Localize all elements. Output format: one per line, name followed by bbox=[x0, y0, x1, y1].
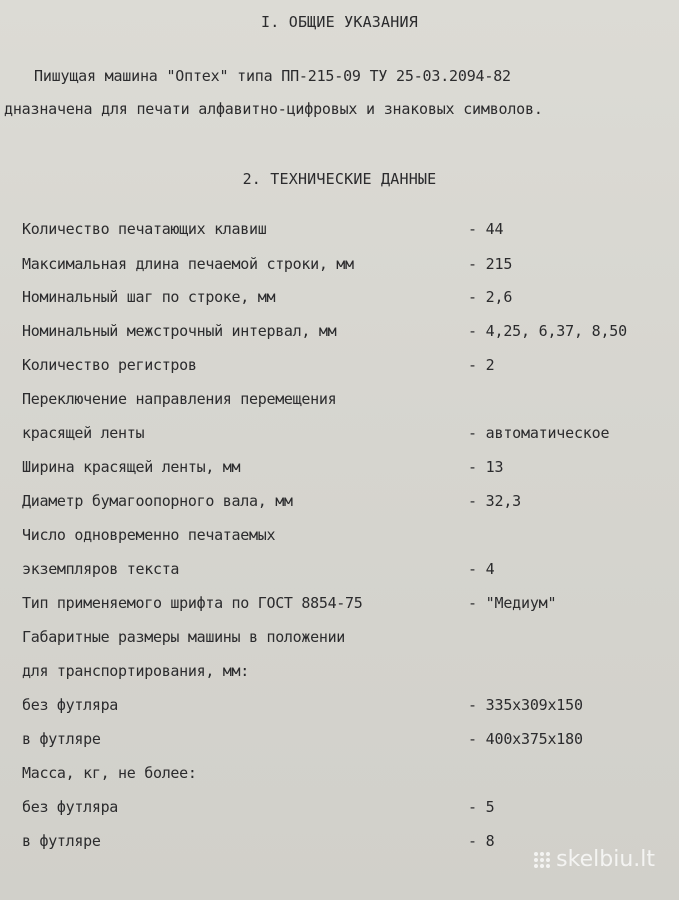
spec-label: в футляре bbox=[22, 832, 101, 850]
intro-line-2: дназначена для печати алфавитно-цифровых и знаковых символов. bbox=[4, 100, 543, 118]
spec-label: Число одновременно печатаемых bbox=[22, 526, 276, 544]
spec-row bbox=[0, 288, 679, 312]
spec-row bbox=[0, 662, 679, 686]
watermark-text: skelbiu.lt bbox=[556, 847, 655, 872]
spec-row bbox=[0, 492, 679, 516]
spec-label: экземпляров текста bbox=[22, 560, 180, 578]
spec-row bbox=[0, 356, 679, 380]
spec-value: - 400x375x180 bbox=[468, 730, 583, 748]
spec-label: красящей ленты bbox=[22, 424, 145, 442]
spec-row bbox=[0, 390, 679, 414]
spec-row bbox=[0, 526, 679, 550]
spec-value: - 215 bbox=[468, 255, 513, 273]
spec-value: - автоматическое bbox=[468, 424, 610, 442]
spec-value: - 4,25, 6,37, 8,50 bbox=[468, 322, 627, 340]
spec-label: Номинальный межстрочный интервал, мм bbox=[22, 322, 337, 340]
spec-value: - 5 bbox=[468, 798, 495, 816]
spec-row bbox=[0, 255, 679, 279]
watermark-logo-icon bbox=[534, 852, 550, 868]
spec-row bbox=[0, 560, 679, 584]
spec-label: для транспортирования, мм: bbox=[22, 662, 250, 680]
spec-row bbox=[0, 220, 679, 244]
spec-row bbox=[0, 628, 679, 652]
spec-row bbox=[0, 322, 679, 346]
spec-value: - 32,3 bbox=[468, 492, 521, 510]
spec-row bbox=[0, 424, 679, 448]
spec-label: без футляра bbox=[22, 798, 119, 816]
spec-label: Масса, кг, не более: bbox=[22, 764, 197, 782]
spec-value: - 44 bbox=[468, 220, 504, 238]
watermark bbox=[534, 847, 655, 872]
spec-value: - "Медиум" bbox=[468, 594, 557, 612]
spec-value: - 13 bbox=[468, 458, 504, 476]
spec-value: - 2,6 bbox=[468, 288, 513, 306]
intro-line-1: Пишущая машина "Оптех" типа ПП-215-09 ТУ 25-03.2094-82 bbox=[34, 67, 511, 85]
spec-value: - 8 bbox=[468, 832, 495, 850]
spec-row bbox=[0, 696, 679, 720]
spec-row bbox=[0, 594, 679, 618]
spec-label: Габаритные размеры машины в положении bbox=[22, 628, 346, 646]
spec-label: Тип применяемого шрифта по ГОСТ 8854-75 bbox=[22, 594, 363, 612]
spec-value: - 2 bbox=[468, 356, 495, 374]
spec-label: Номинальный шаг по строке, мм bbox=[22, 288, 276, 306]
spec-label: Переключение направления перемещения bbox=[22, 390, 337, 408]
spec-label: Количество печатающих клавиш bbox=[22, 220, 267, 238]
section-1-title: I. ОБЩИЕ УКАЗАНИЯ bbox=[261, 13, 418, 31]
spec-label: в футляре bbox=[22, 730, 101, 748]
spec-row bbox=[0, 730, 679, 754]
spec-label: Ширина красящей ленты, мм bbox=[22, 458, 241, 476]
spec-row bbox=[0, 458, 679, 482]
spec-label: без футляра bbox=[22, 696, 119, 714]
spec-label: Диаметр бумагоопорного вала, мм bbox=[22, 492, 293, 510]
spec-row bbox=[0, 764, 679, 788]
spec-value: - 335x309x150 bbox=[468, 696, 583, 714]
spec-label: Количество регистров bbox=[22, 356, 197, 374]
spec-row bbox=[0, 798, 679, 822]
section-2-title: 2. ТЕХНИЧЕСКИЕ ДАННЫЕ bbox=[242, 170, 437, 188]
spec-value: - 4 bbox=[468, 560, 495, 578]
spec-label: Максимальная длина печаемой строки, мм bbox=[22, 255, 354, 273]
